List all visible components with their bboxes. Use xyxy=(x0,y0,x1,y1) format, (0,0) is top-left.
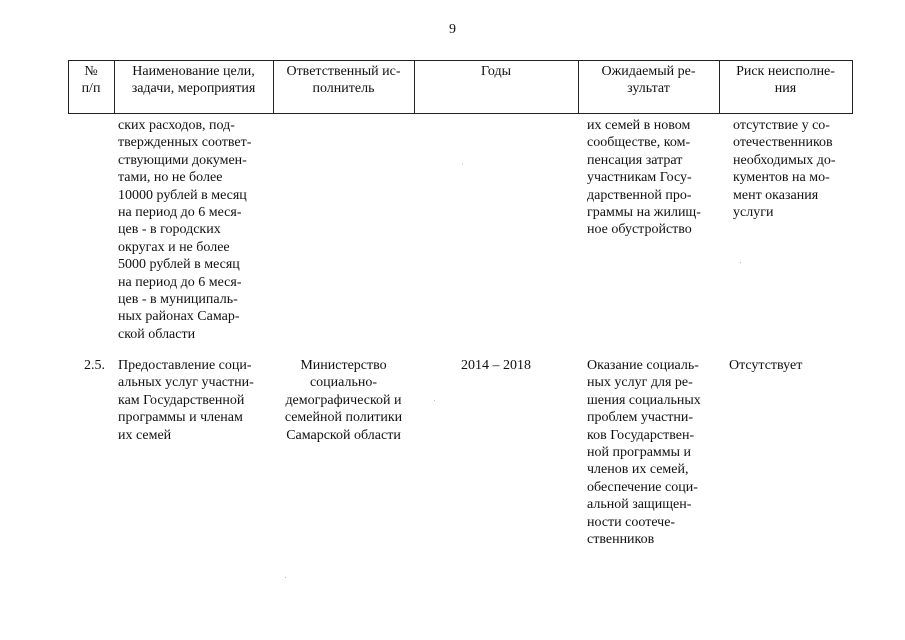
continued-row-risk: отсутствие у со- отечественников необходимых до- кументов на мо- мент оказания услуги xyxy=(733,118,836,221)
page-number: 9 xyxy=(449,22,456,37)
header-name: Наименование цели, задачи, мероприятия xyxy=(131,64,256,96)
header-number: № п/п xyxy=(81,64,101,96)
row-2-5-name: Предоставление соци- альных услуг участни- кам Государственной программы и членам их семей xyxy=(118,358,254,443)
row-2-5-risk: Отсутствует xyxy=(729,358,803,373)
row-2-5-number: 2.5. xyxy=(84,358,105,373)
column-divider xyxy=(852,60,853,114)
header-executor: Ответственный ис- полнитель xyxy=(286,64,401,96)
row-2-5-result: Оказание социаль- ных услуг для ре- шения социальных проблем участни- ков Государствен- ной программы и членов их семей, обеспечение соци- альной защищен- ности соотече- ственников xyxy=(587,358,701,548)
scan-speck xyxy=(740,262,741,263)
row-2-5-executor: Министерство социально- демографической и семейной политики Самарской области xyxy=(284,358,403,443)
continued-row-name: ских расходов, под- твержденных соответ- ствующими докумен- тами, но не более 10000 рублей в месяц на период до 6 меся- цев - в городских округах и не более 5000 рублей в месяц на период до 6 меся- цев - в муниципаль- ных районах Самар- ской области xyxy=(118,118,252,342)
scan-speck xyxy=(462,163,463,164)
continued-row-result: их семей в новом сообществе, ком- пенсация затрат участникам Госу- дарственной про- граммы на жилищ- ное обустройство xyxy=(587,118,701,238)
row-2-5-years: 2014 – 2018 xyxy=(461,358,531,373)
header-years: Годы xyxy=(481,64,511,79)
header-result: Ожидаемый ре- зультат xyxy=(601,64,696,96)
scan-speck xyxy=(434,400,435,401)
scan-speck xyxy=(285,577,286,578)
header-risk: Риск неисполне- ния xyxy=(736,64,835,96)
